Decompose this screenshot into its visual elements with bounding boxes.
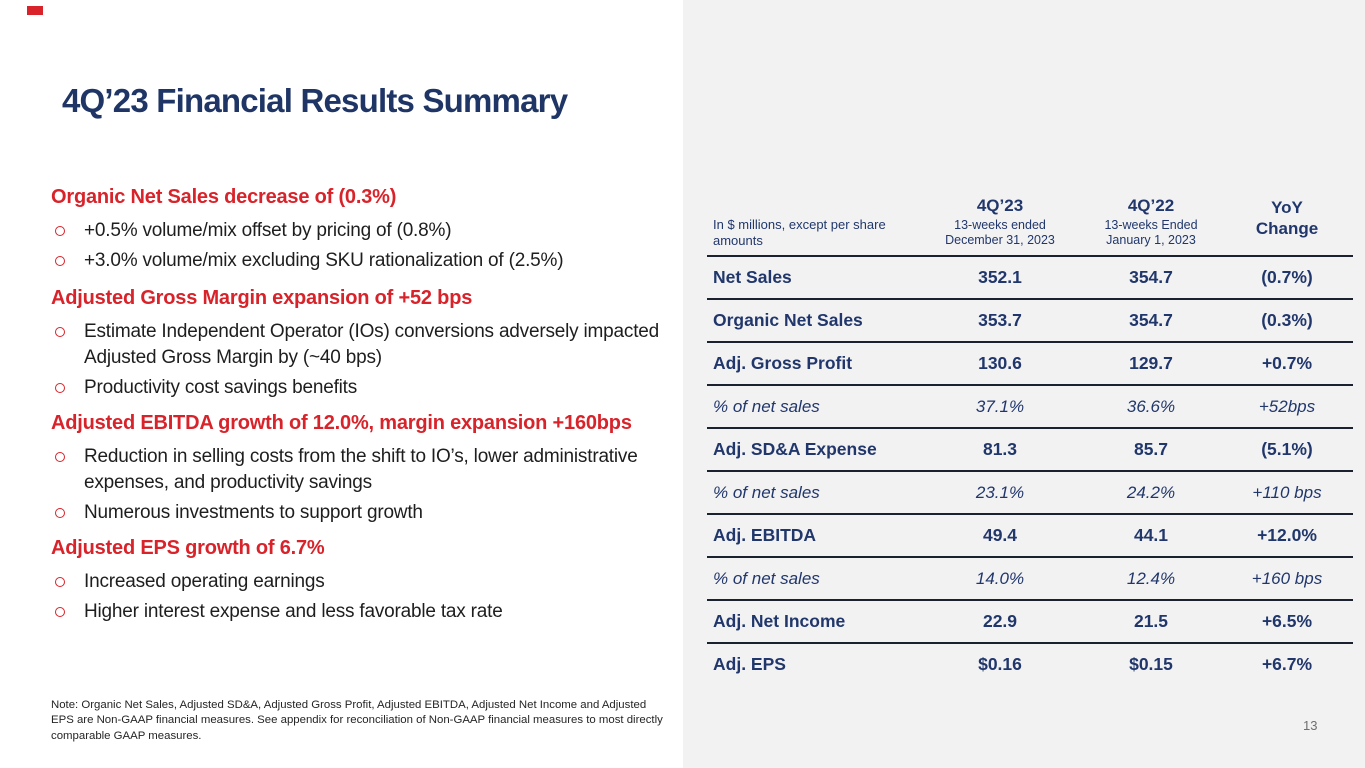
list-item [51,319,685,371]
bullet-circle-icon [55,577,65,587]
table-row: % of net sales 14.0% 12.4% +160 bps [707,558,1353,601]
table-row: Net Sales 352.1 354.7 (0.7%) [707,257,1353,300]
slide-accent-mark [27,6,43,15]
bullet-circle-icon [55,383,65,393]
section-heading: Organic Net Sales decrease of (0.3%) [51,186,397,208]
list-item [51,444,685,496]
list-item [51,375,685,401]
section-adjusted-eps [51,537,685,629]
bullet-text: +0.5% volume/mix offset by pricing of (0.8%) [84,220,452,241]
table-row: Organic Net Sales 353.7 354.7 (0.3%) [707,300,1353,343]
bullet-text: Reduction in selling costs from the shift to IO’s, lower administrative expenses, and productivity savings [84,446,638,493]
bullet-text: Increased operating earnings [84,571,325,592]
section-heading: Adjusted EBITDA growth of 12.0%, margin expansion +160bps [51,412,632,434]
section-heading: Adjusted EPS growth of 6.7% [51,537,325,559]
table-row: Adj. SD&A Expense 81.3 85.7 (5.1%) [707,429,1353,472]
bullet-text: +3.0% volume/mix excluding SKU rationalization of (2.5%) [84,249,564,271]
table-row: % of net sales 37.1% 36.6% +52bps [707,386,1353,429]
page-title: 4Q’23 Financial Results Summary [62,82,568,120]
section-adjusted-gross-margin [51,287,685,404]
bullet-text: Productivity cost savings benefits [84,376,358,398]
bullet-circle-icon [55,452,65,462]
table-header-row [707,195,1353,257]
bullet-circle-icon [55,508,65,518]
table-row: Adj. Net Income 22.9 21.5 +6.5% [707,601,1353,644]
column-header-yoy-change: YoY Change [1255,197,1319,238]
bullet-circle-icon [55,226,65,236]
section-organic-net-sales [51,186,685,278]
column-header-4q22: 4Q’22 13-weeks Ended January 1, 2023 [1104,195,1198,248]
table-row: Adj. EBITDA 49.4 44.1 +12.0% [707,515,1353,558]
list-item [51,218,685,244]
bullet-circle-icon [55,327,65,337]
list-item [51,248,685,274]
bullet-text: Higher interest expense and less favorable tax rate [84,600,503,622]
list-item [51,599,685,625]
financial-results-table [707,195,1353,685]
bullet-circle-icon [55,256,65,266]
list-item [51,569,685,595]
section-adjusted-ebitda [51,412,685,529]
list-item [51,500,685,526]
table-row: Adj. EPS $0.16 $0.15 +6.7% [713,654,1313,674]
bullet-text: Estimate Independent Operator (IOs) conversions adversely impacted Adjusted Gross Margin by (~40 bps) [84,321,660,368]
footnote: Note: Organic Net Sales, Adjusted SD&A, Adjusted Gross Profit, Adjusted EBITDA, Adjusted Net Income and Adjusted EPS are Non-GAAP financial measures. See appendix for reconciliation of Non-GAAP financial measures to most directly comparable GAAP measures. [51,699,663,742]
section-heading: Adjusted Gross Margin expansion of +52 bps [51,287,473,309]
table-units-note: In $ millions, except per share amounts [713,216,886,248]
table-row: % of net sales 23.1% 24.2% +110 bps [707,472,1353,515]
bullet-text: Numerous investments to support growth [84,501,423,523]
page-number: 13 [1303,718,1318,733]
column-header-4q23: 4Q’23 13-weeks ended December 31, 2023 [945,195,1055,248]
table-row: Adj. Gross Profit 130.6 129.7 +0.7% [707,343,1353,386]
bullet-circle-icon [55,607,65,617]
